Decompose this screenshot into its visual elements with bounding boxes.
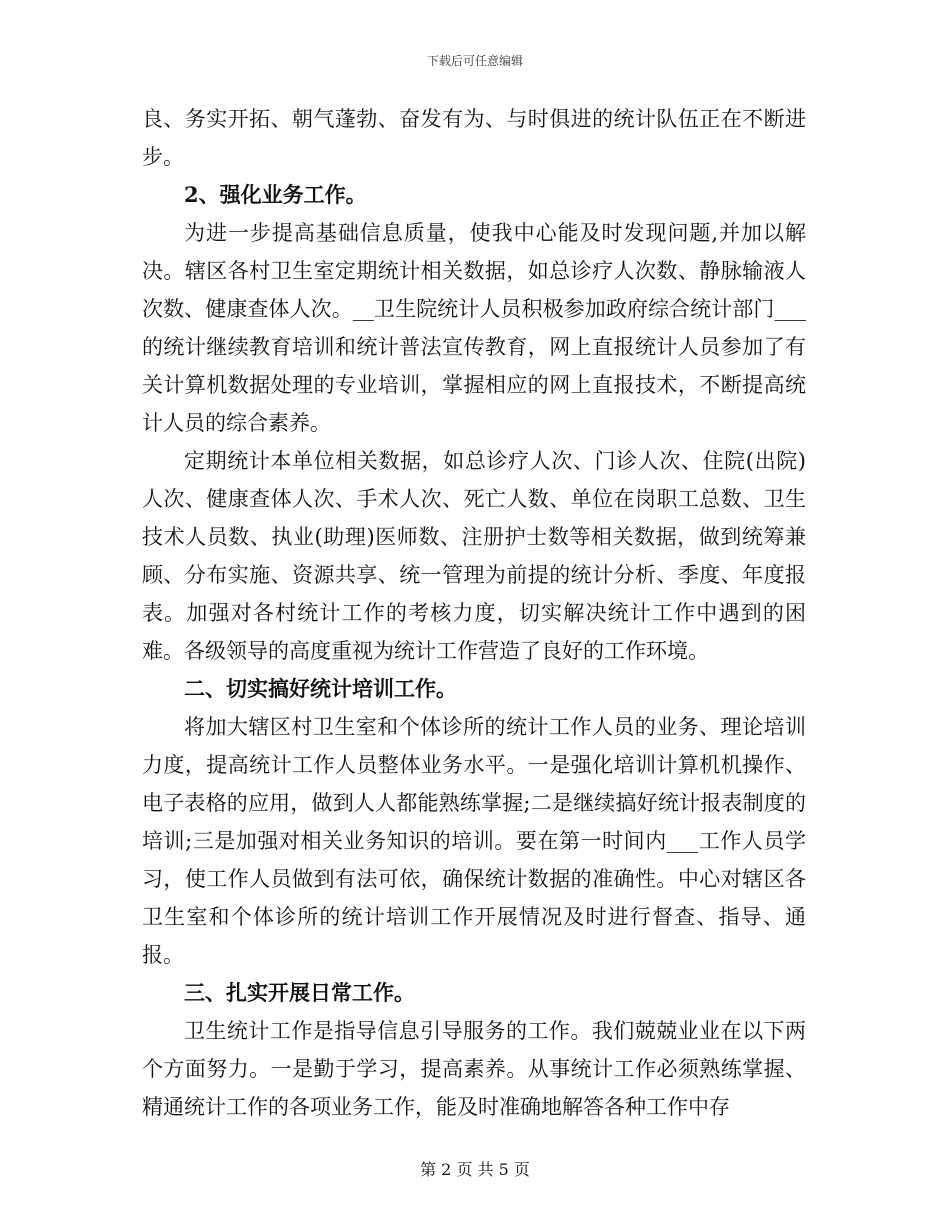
section-heading-training: 二、切实搞好统计培训工作。	[184, 676, 457, 701]
page-header: 下载后可任意编辑	[426, 54, 523, 68]
paragraph-1: 良、务实开拓、朝气蓬勃、奋发有为、与时俱进的统计队伍正在不断进步。	[142, 107, 806, 169]
section-heading-strengthen-business: 2、强化业务工作。	[184, 182, 367, 207]
paragraph-2: 为进一步提高基础信息质量，使我中心能及时发现问题,并加以解决。辖区各村卫生室定期统计相关数据，如总诊疗人次数、静脉输液人次数、健康查体人次。__卫生院统计人员积极参加政府综合统计部门___的统计继续教育培训和统计普法宣传教育，网上直报统计人员参加了有关计算机数据处理的专业培训，掌握相应的网上直报技术，不断提高统计人员的综合素养。	[142, 221, 806, 435]
section-heading-daily-work: 三、扎实开展日常工作。	[184, 980, 415, 1005]
paragraph-4: 将加大辖区村卫生室和个体诊所的统计工作人员的业务、理论培训力度，提高统计工作人员整体业务水平。一是强化培训计算机机操作、电子表格的应用，做到人人都能熟练掌握;二是继续搞好统计报表制度的培训;三是加强对相关业务知识的培训。要在第一时间内___工作人员学习，使工作人员做到有法可依，确保统计数据的准确性。中心对辖区各卫生室和个体诊所的统计培训工作开展情况及时进行督查、指导、通报。	[142, 715, 806, 967]
paragraph-3: 定期统计本单位相关数据，如总诊疗人次、门诊人次、住院(出院)人次、健康查体人次、手术人次、死亡人数、单位在岗职工总数、卫生技术人员数、执业(助理)医师数、注册护士数等相关数据，做到统筹兼顾、分布实施、资源共享、统一管理为前提的统计分析、季度、年度报表。加强对各村统计工作的考核力度，切实解决统计工作中遇到的困难。各级领导的高度重视为统计工作营造了良好的工作环境。	[142, 449, 806, 663]
document-body	[142, 100, 806, 1126]
paragraph-5: 卫生统计工作是指导信息引导服务的工作。我们兢兢业业在以下两个方面努力。一是勤于学习，提高素养。从事统计工作必须熟练掌握、精通统计工作的各项业务工作，能及时准确地解答各种工作中存	[142, 1019, 806, 1119]
page-footer: 第 2 页 共 5 页	[420, 1160, 530, 1179]
